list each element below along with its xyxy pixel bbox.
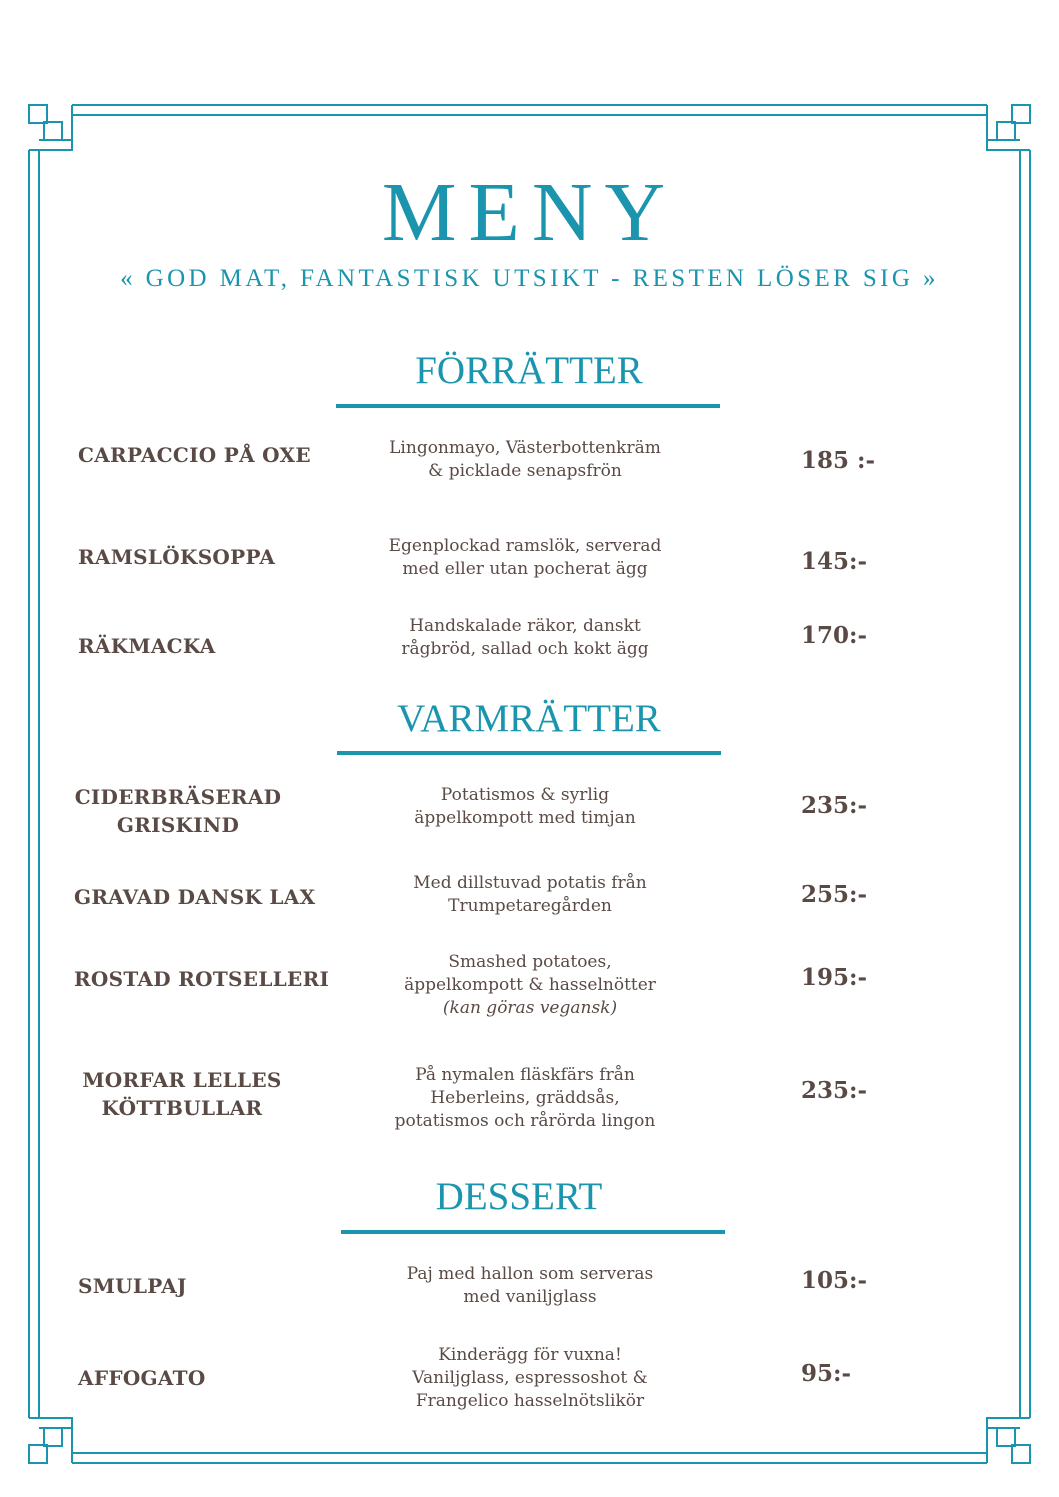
- item-name: RÄKMACKA: [78, 634, 216, 658]
- item-description: Paj med hallon som serveras med vaniljglass: [406, 1264, 654, 1307]
- item-note: (kan göras vegansk): [442, 998, 618, 1018]
- section-divider: [341, 1230, 725, 1234]
- item-price: 145:-: [801, 548, 868, 575]
- section-divider: [336, 404, 720, 408]
- item-price: 170:-: [801, 622, 868, 649]
- section-divider: [337, 751, 721, 755]
- item-name: ROSTAD ROTSELLERI: [74, 967, 330, 991]
- item-name: SMULPAJ: [78, 1274, 187, 1298]
- item-price: 105:-: [801, 1267, 868, 1294]
- item-name: GRAVAD DANSK LAX: [74, 885, 316, 909]
- item-price: 235:-: [801, 1077, 868, 1104]
- item-price: 95:-: [801, 1360, 852, 1387]
- item-name: MORFAR LELLES KÖTTBULLAR: [82, 1068, 282, 1120]
- item-name: CIDERBRÄSERAD GRISKIND: [74, 785, 282, 837]
- item-description: Kinderägg för vuxna! Vaniljglass, espressoshot & Frangelico hasselnötslikör: [412, 1345, 648, 1411]
- item-name: CARPACCIO PÅ OXE: [78, 443, 311, 467]
- item-price: 255:-: [801, 881, 868, 908]
- item-price: 185 :-: [801, 447, 876, 474]
- item-description: Smashed potatoes, äppelkompott & hasselnötter (kan göras vegansk): [335, 951, 725, 1020]
- item-description: Med dillstuvad potatis från Trumpetaregården: [413, 873, 647, 916]
- item-description: Lingonmayo, Västerbottenkräm & picklade senapsfrön: [389, 438, 661, 481]
- item-price: 235:-: [801, 792, 868, 819]
- item-description: Handskalade räkor, danskt rågbröd, sallad och kokt ägg: [401, 616, 649, 659]
- item-name: RAMSLÖKSOPPA: [78, 545, 276, 569]
- item-description: Potatismos & syrlig äppelkompott med timjan: [414, 785, 636, 828]
- item-price: 195:-: [801, 964, 868, 991]
- menu-tagline: « GOD MAT, FANTASTISK UTSIKT - RESTEN LÖSER SIG »: [120, 265, 939, 292]
- section-title: DESSERT: [435, 1175, 603, 1218]
- section-title: FÖRRÄTTER: [415, 349, 643, 392]
- menu-title: MENY: [381, 166, 678, 259]
- item-description: På nymalen fläskfärs från Heberleins, gräddsås, potatismos och rårörda lingon: [394, 1065, 656, 1131]
- section-title: VARMRÄTTER: [397, 697, 661, 740]
- item-name: AFFOGATO: [78, 1366, 206, 1390]
- item-description: Egenplockad ramslök, serverad med eller utan pocherat ägg: [388, 536, 662, 579]
